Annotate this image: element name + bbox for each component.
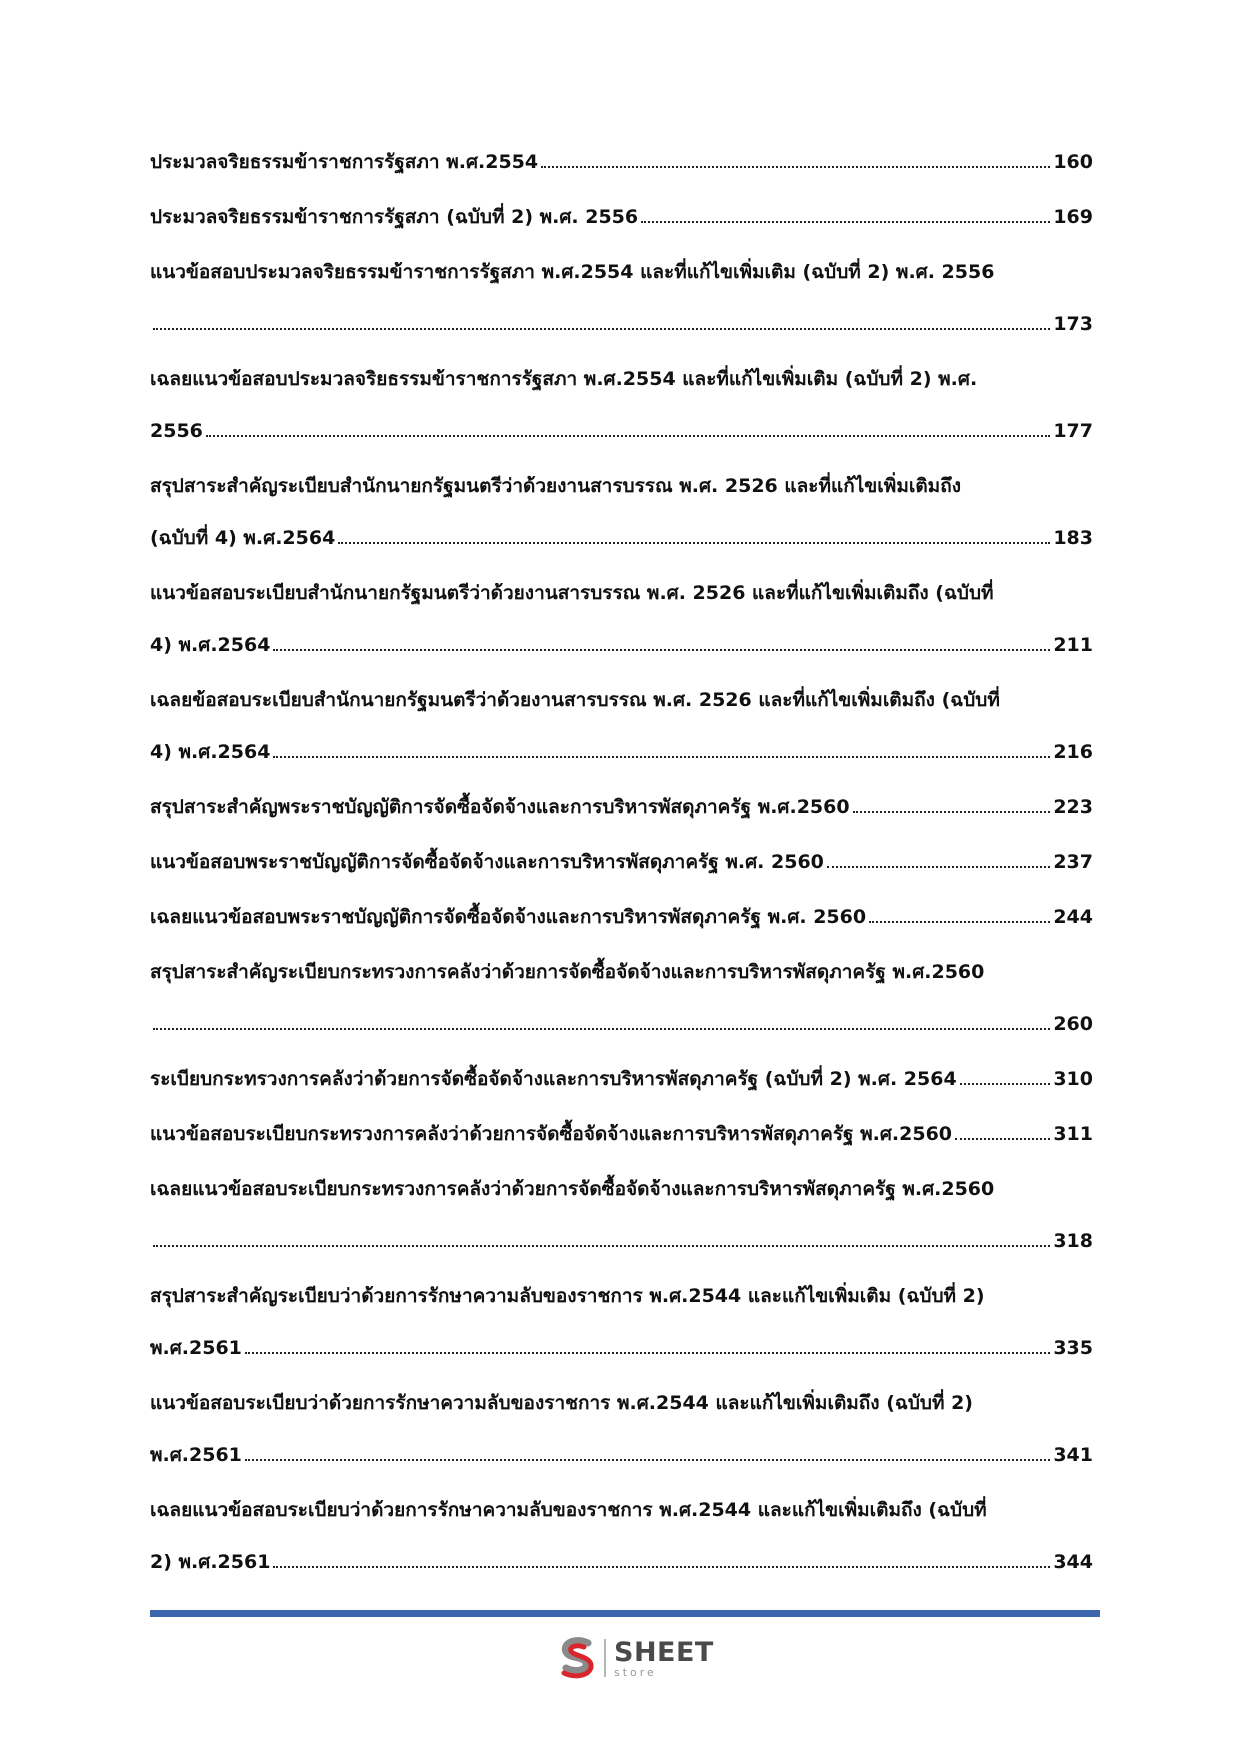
toc-page-number: 310 <box>1053 1068 1093 1090</box>
toc-entry-leader-line <box>150 312 1093 337</box>
toc-entry-title: แนวข้อสอบระเบียบสำนักนายกรัฐมนตรีว่าด้วยงานสารบรรณ พ.ศ. 2526 และที่แก้ไขเพิ่มเติมถึง (ฉบับที่ <box>150 582 994 604</box>
toc-entry <box>150 205 1093 230</box>
sheet-store-logo-icon <box>554 1635 600 1681</box>
toc-page-number: 216 <box>1053 741 1093 763</box>
toc-entry <box>150 905 1093 930</box>
dot-leader <box>541 166 1050 168</box>
toc-entry-text: 2556 <box>150 420 203 442</box>
toc-entry-title: เฉลยแนวข้อสอบระเบียบกระทรวงการคลังว่าด้วยการจัดซื้อจัดจ้างและการบริหารพัสดุภาครัฐ พ.ศ.2560 <box>150 1178 995 1200</box>
toc-entry <box>150 1284 1093 1361</box>
dot-leader <box>153 328 1050 330</box>
toc-page-number: 223 <box>1053 796 1093 818</box>
dot-leader <box>206 435 1050 437</box>
footer-rule <box>150 1610 1100 1617</box>
toc-page-number: 344 <box>1053 1551 1093 1573</box>
toc-entry-leader-line <box>150 1012 1093 1037</box>
toc-entry-title: แนวข้อสอบระเบียบว่าด้วยการรักษาความลับของราชการ พ.ศ.2544 และแก้ไขเพิ่มเติมถึง (ฉบับที่ 2) <box>150 1392 973 1414</box>
toc-entry-text: ระเบียบกระทรวงการคลังว่าด้วยการจัดซื้อจัดจ้างและการบริหารพัสดุภาครัฐ (ฉบับที่ 2) พ.ศ. 2564 <box>150 1068 957 1090</box>
toc-entry-text: ประมวลจริยธรรมข้าราชการรัฐสภา (ฉบับที่ 2) พ.ศ. 2556 <box>150 206 639 228</box>
toc-entry <box>150 367 1093 444</box>
toc-page-number: 335 <box>1053 1337 1093 1359</box>
dot-leader <box>153 1028 1050 1030</box>
toc-entry <box>150 1498 1093 1575</box>
toc-page-number: 311 <box>1053 1123 1093 1145</box>
toc-entry-text: 2) พ.ศ.2561 <box>150 1551 271 1573</box>
toc-entry-title: สรุปสาระสำคัญระเบียบว่าด้วยการรักษาความลับของราชการ พ.ศ.2544 และแก้ไขเพิ่มเติม (ฉบับที่ 2) <box>150 1285 985 1307</box>
toc-entry-leader-line <box>150 795 1093 820</box>
toc-entry <box>150 1391 1093 1468</box>
toc-page-number: 318 <box>1053 1230 1093 1252</box>
logo-subtitle: store <box>614 1665 657 1679</box>
dot-leader <box>955 1138 1050 1140</box>
toc-entry <box>150 1067 1093 1092</box>
logo-text <box>614 1636 714 1679</box>
toc-entry-text: เฉลยแนวข้อสอบพระราชบัญญัติการจัดซื้อจัดจ้างและการบริหารพัสดุภาครัฐ พ.ศ. 2560 <box>150 906 867 928</box>
toc-entry-text: แนวข้อสอบพระราชบัญญัติการจัดซื้อจัดจ้างและการบริหารพัสดุภาครัฐ พ.ศ. 2560 <box>150 851 824 873</box>
toc-entry-leader-line <box>150 1122 1093 1147</box>
dot-leader <box>153 1245 1050 1247</box>
toc-entry-leader-line <box>150 150 1093 175</box>
toc-entry-leader-line <box>150 1443 1093 1468</box>
toc-page-number: 211 <box>1053 634 1093 656</box>
toc-entry <box>150 581 1093 658</box>
toc-entry-text: พ.ศ.2561 <box>150 1444 242 1466</box>
dot-leader <box>960 1083 1051 1085</box>
toc-entry-leader-line <box>150 1229 1093 1254</box>
toc-page-number: 169 <box>1053 206 1093 228</box>
dot-leader <box>641 221 1050 223</box>
toc-page-number: 177 <box>1053 420 1093 442</box>
toc-entry <box>150 1177 1093 1254</box>
logo-divider <box>604 1639 606 1677</box>
toc-entry-title: แนวข้อสอบประมวลจริยธรรมข้าราชการรัฐสภา พ.ศ.2554 และที่แก้ไขเพิ่มเติม (ฉบับที่ 2) พ.ศ. 2556 <box>150 261 995 283</box>
toc-entry-leader-line <box>150 205 1093 230</box>
toc-entry-leader-line <box>150 526 1093 551</box>
dot-leader <box>245 1352 1050 1354</box>
table-of-contents <box>150 150 1093 1605</box>
dot-leader <box>869 921 1050 923</box>
dot-leader <box>273 1566 1050 1568</box>
toc-entry <box>150 474 1093 551</box>
toc-entry-leader-line <box>150 740 1093 765</box>
toc-entry-text: 4) พ.ศ.2564 <box>150 741 271 763</box>
toc-entry-leader-line <box>150 1550 1093 1575</box>
toc-entry <box>150 795 1093 820</box>
toc-entry-leader-line <box>150 633 1093 658</box>
toc-entry-title: เฉลยข้อสอบระเบียบสำนักนายกรัฐมนตรีว่าด้วยงานสารบรรณ พ.ศ. 2526 และที่แก้ไขเพิ่มเติมถึง (ฉบับที่ <box>150 689 1000 711</box>
toc-page-number: 173 <box>1053 313 1093 335</box>
toc-entry <box>150 150 1093 175</box>
sheet-store-logo <box>554 1633 724 1683</box>
toc-entry-text: ประมวลจริยธรรมข้าราชการรัฐสภา พ.ศ.2554 <box>150 151 539 173</box>
toc-page-number: 341 <box>1053 1444 1093 1466</box>
toc-page-number: 260 <box>1053 1013 1093 1035</box>
dot-leader <box>245 1459 1050 1461</box>
toc-entry-leader-line <box>150 419 1093 444</box>
toc-entry-title: สรุปสาระสำคัญระเบียบสำนักนายกรัฐมนตรีว่าด้วยงานสารบรรณ พ.ศ. 2526 และที่แก้ไขเพิ่มเติมถึง <box>150 475 961 497</box>
toc-entry-title: เฉลยแนวข้อสอบระเบียบว่าด้วยการรักษาความลับของราชการ พ.ศ.2544 และแก้ไขเพิ่มเติมถึง (ฉบับที่ <box>150 1499 987 1521</box>
dot-leader <box>853 811 1051 813</box>
toc-entry-text: (ฉบับที่ 4) พ.ศ.2564 <box>150 527 336 549</box>
toc-entry <box>150 260 1093 337</box>
toc-entry-leader-line <box>150 1067 1093 1092</box>
dot-leader <box>827 866 1050 868</box>
toc-page-number: 237 <box>1053 851 1093 873</box>
toc-entry-title: เฉลยแนวข้อสอบประมวลจริยธรรมข้าราชการรัฐสภา พ.ศ.2554 และที่แก้ไขเพิ่มเติม (ฉบับที่ 2) พ.ศ. <box>150 368 978 390</box>
logo-word: SHEET <box>614 1636 714 1668</box>
toc-entry <box>150 850 1093 875</box>
toc-page-number: 160 <box>1053 151 1093 173</box>
toc-entry-text: สรุปสาระสำคัญพระราชบัญญัติการจัดซื้อจัดจ้างและการบริหารพัสดุภาครัฐ พ.ศ.2560 <box>150 796 850 818</box>
toc-entry-leader-line <box>150 905 1093 930</box>
toc-entry <box>150 1122 1093 1147</box>
toc-entry-text: แนวข้อสอบระเบียบกระทรวงการคลังว่าด้วยการจัดซื้อจัดจ้างและการบริหารพัสดุภาครัฐ พ.ศ.2560 <box>150 1123 953 1145</box>
toc-entry-title: สรุปสาระสำคัญระเบียบกระทรวงการคลังว่าด้วยการจัดซื้อจัดจ้างและการบริหารพัสดุภาครัฐ พ.ศ.2560 <box>150 961 985 983</box>
dot-leader <box>273 756 1050 758</box>
toc-entry-text: 4) พ.ศ.2564 <box>150 634 271 656</box>
toc-entry <box>150 688 1093 765</box>
toc-entry-leader-line <box>150 850 1093 875</box>
toc-page-number: 183 <box>1053 527 1093 549</box>
toc-entry-leader-line <box>150 1336 1093 1361</box>
toc-entry-text: พ.ศ.2561 <box>150 1337 242 1359</box>
toc-page-number: 244 <box>1053 906 1093 928</box>
toc-entry <box>150 960 1093 1037</box>
dot-leader <box>273 649 1050 651</box>
dot-leader <box>338 542 1050 544</box>
